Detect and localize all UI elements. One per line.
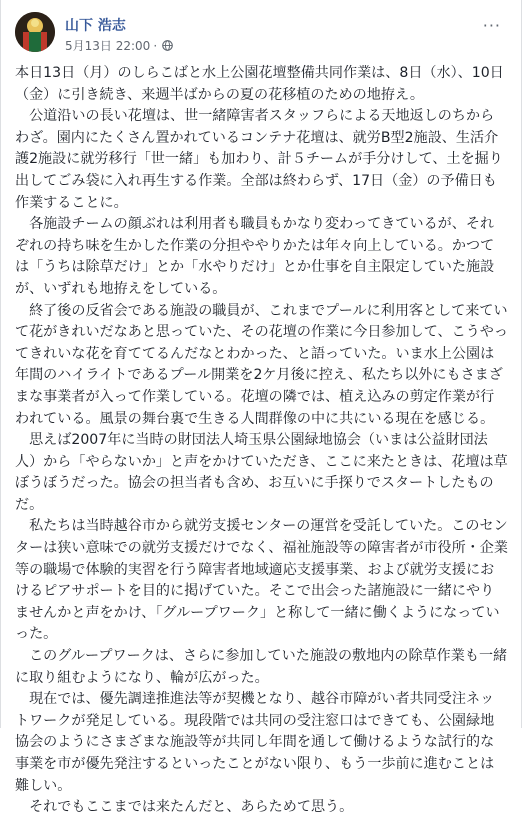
globe-icon[interactable] [162,40,173,51]
post-paragraph: それでもここまでは来たんだと、あらためて思う。 [15,799,354,816]
author-name[interactable]: 山下 浩志 [65,18,126,34]
post-paragraph: 私たちは当時越谷市から就労支援センターの運営を受託していた。このセンターは狭い意味での就労支援だけでなく、福祉施設等の障害者が市役所・企業等の職場で体験的実習を行う障害者地域適応支援事業、および就労支援におけるピアサポートを目的に掲げていた。そこで出会った諸施設に一緒にやりませんかと声をかけ、「グループワーク」と称して一緒に働くようになっていった。 [15,518,508,643]
post-body [15,63,508,819]
meta-separator: · [153,38,158,53]
more-options-button[interactable]: ··· [482,16,501,35]
avatar[interactable] [15,12,55,52]
post-paragraph: 終了後の反省会である施設の職員が、これまでプールに利用客として来ていて花がきれいだなあと思っていた、その花壇の作業に今日参加して、こうやってきれいな花を育ててるんだなとわかった、と語っていた。いま水上公園は年間のハイライトであるプール開業を2ケ月後に控え、私たち以外にもさまざまな事業者が入って作業している。花壇の隣では、植え込みの剪定作業が行われている。風景の舞台裏で生きる人間群像の中に共にいる現在を感じる。 [15,302,508,427]
post-paragraph: 思えば2007年に当時の財団法人埼玉県公園緑地協会（いまは公益財団法人）から「やらないか」と声をかけていただき、ここに来たときは、花壇は草ぼうぼうだった。協会の担当者も含め、お互いに手探りでスタートしたものだ。 [15,432,508,513]
post-paragraph: 公道沿いの長い花壇は、世一緒障害者スタッフらによる天地返しのちからわざ。園内にたくさん置かれているコンテナ花壇は、就労B型2施設、生活介護2施設に就労移行「世一緒」も加わり、計５チームが手分けして、土を掘り出してごみ袋に入れ再生する作業。全部は終わらず、17日（金）の予備日も作業することに。 [15,108,503,211]
post-paragraph: このグループワークは、さらに参加していた施設の敷地内の除草作業も一緒に取り組むようになり、輪が広がった。 [15,648,508,686]
post-paragraph: 本日13日（月）のしらこばと水上公園花壇整備共同作業は、8日（水）、10日（金）に引き続き、来週半ばからの夏の花移植のための地拵え。 [15,65,504,103]
avatar-image [15,12,55,52]
post-timestamp[interactable]: 5月13日 22:00 [65,39,151,53]
post-paragraph: 現在では、優先調達推進法等が契機となり、越谷市障がい者共同受注ネットワークが発足している。現段階では共同の受注窓口はできても、公園緑地協会のようにさまざまな施設等が共同し年間を通して働けるような試行的な事業を市が優先発注するといったことがない限り、もう一歩前に進むことは難しい。 [15,691,495,794]
post-meta [65,37,173,54]
post-paragraph: 各施設チームの顔ぶれは利用者も職員もかなり変わってきているが、それぞれの持ち味を生かした作業の分担ややりかたは年々向上している。かつては「うちは除草だけ」とか「水やりだけ」とか仕事を自主限定していた施設が、いずれも地拵えをしている。 [15,216,495,297]
post-header [1,0,521,60]
